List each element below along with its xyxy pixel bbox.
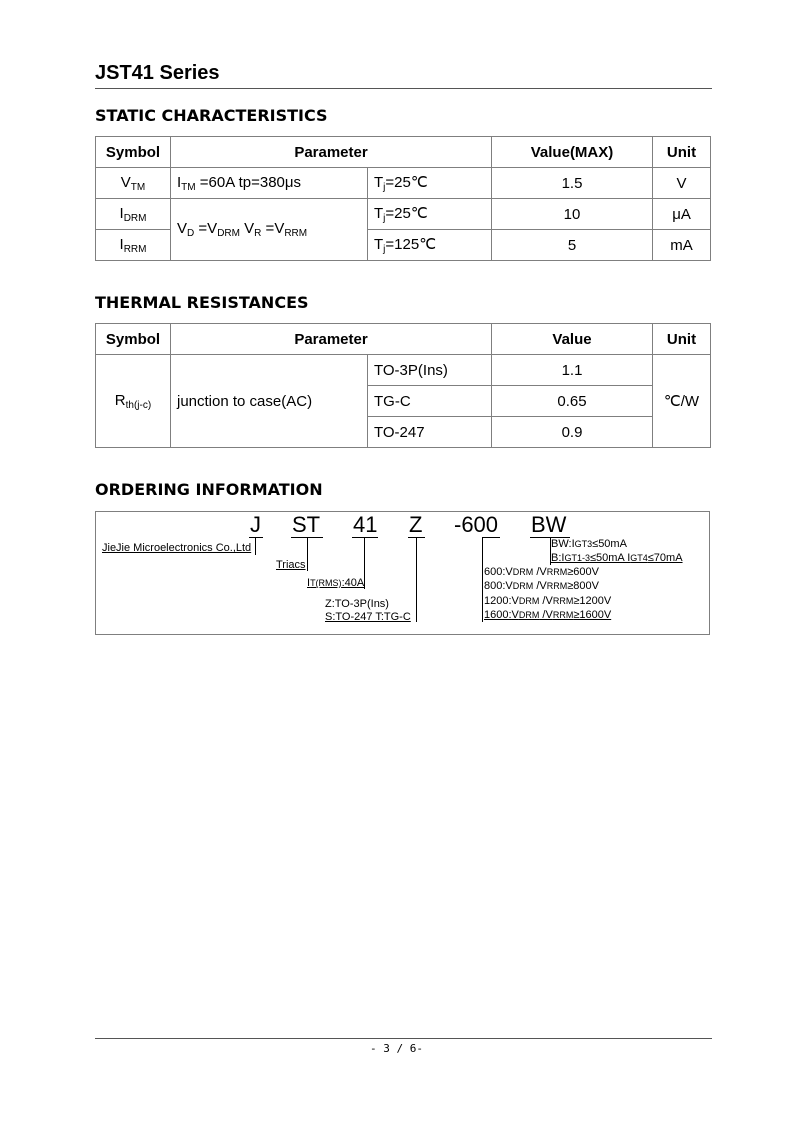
header-unit: Unit bbox=[653, 137, 711, 168]
code-underline bbox=[482, 537, 500, 538]
static-section-heading: STATIC CHARACTERISTICS bbox=[95, 106, 328, 125]
voltage-1600-label: 1600:VDRM /VRRM≥1600V bbox=[484, 609, 612, 621]
code-underline bbox=[249, 537, 263, 538]
connector-line bbox=[307, 537, 308, 571]
parameter-cell: junction to case(AC) bbox=[171, 355, 368, 448]
header-symbol: Symbol bbox=[96, 324, 171, 355]
value-cell: 0.9 bbox=[492, 417, 653, 448]
temperature-cell: $T_j=125℃$ bbox=[368, 230, 492, 261]
symbol-cell: $I_{DRM}$ bbox=[96, 199, 171, 230]
package-cell: TG-C bbox=[368, 386, 492, 417]
title-rule bbox=[95, 88, 712, 89]
code-j: J bbox=[250, 512, 261, 537]
connector-line bbox=[255, 537, 256, 555]
code-st: ST bbox=[292, 512, 321, 537]
code-underline bbox=[352, 537, 378, 538]
table-row bbox=[96, 355, 711, 386]
unit-cell: V bbox=[653, 168, 711, 199]
value-cell: 1.5 bbox=[492, 168, 653, 199]
unit-cell: μA bbox=[653, 199, 711, 230]
package-st-label: S:TO-247 T:TG-C bbox=[325, 611, 411, 623]
bw-grade-label: BW:IGT3≤50mA bbox=[551, 538, 627, 550]
value-cell: 5 bbox=[492, 230, 653, 261]
package-z-label: Z:TO-3P(Ins) bbox=[325, 598, 389, 610]
package-cell: TO-247 bbox=[368, 417, 492, 448]
condition-cell: $I_{TM} =60A$ tp=380μs bbox=[171, 168, 368, 199]
code-600: -600 bbox=[454, 512, 499, 537]
static-characteristics-table bbox=[95, 136, 711, 261]
connector-line bbox=[482, 537, 483, 622]
unit-cell: ℃/W bbox=[653, 355, 711, 448]
current-label: IT(RMS):40A bbox=[307, 577, 365, 589]
voltage-1200-label: 1200:VDRM /VRRM≥1200V bbox=[484, 595, 612, 607]
code-z: Z bbox=[409, 512, 423, 537]
table-header-row bbox=[96, 324, 711, 355]
header-value: Value bbox=[492, 324, 653, 355]
temperature-cell: $T_j=25℃$ bbox=[368, 199, 492, 230]
symbol-cell: $V_{TM}$ bbox=[96, 168, 171, 199]
code-bw: BW bbox=[531, 512, 567, 537]
code-41: 41 bbox=[353, 512, 378, 537]
header-symbol: Symbol bbox=[96, 137, 171, 168]
temperature-cell: $T_j=25℃$ bbox=[368, 168, 492, 199]
header-value: Value(MAX) bbox=[492, 137, 653, 168]
header-unit: Unit bbox=[653, 324, 711, 355]
company-label: JieJie Microelectronics Co.,Ltd bbox=[102, 542, 252, 554]
header-parameter: Parameter bbox=[171, 324, 492, 355]
footer-rule bbox=[95, 1038, 712, 1039]
unit-cell: mA bbox=[653, 230, 711, 261]
header-parameter: Parameter bbox=[171, 137, 492, 168]
thermal-resistances-table bbox=[95, 323, 711, 448]
shared-condition-cell: $V_D =V_{DRM}$ $V_R =V_{RRM}$ bbox=[171, 199, 368, 261]
connector-line bbox=[416, 537, 417, 622]
page-number: - 3 / 6- bbox=[370, 1042, 423, 1055]
symbol-cell: $R_{th(j-c)}$ bbox=[96, 355, 171, 448]
value-cell: 1.1 bbox=[492, 355, 653, 386]
document-title: JST41 Series bbox=[95, 62, 220, 84]
b-grade-label: B:IGT1-3≤50mA IGT4≤70mA bbox=[551, 552, 683, 564]
table-row bbox=[96, 168, 711, 199]
ordering-section-heading: ORDERING INFORMATION bbox=[95, 480, 323, 499]
table-row bbox=[96, 199, 711, 230]
value-cell: 10 bbox=[492, 199, 653, 230]
package-cell: TO-3P(Ins) bbox=[368, 355, 492, 386]
table-header-row bbox=[96, 137, 711, 168]
value-cell: 0.65 bbox=[492, 386, 653, 417]
symbol-cell: $I_{RRM}$ bbox=[96, 230, 171, 261]
voltage-600-label: 600:VDRM /VRRM≥600V bbox=[484, 566, 599, 578]
voltage-800-label: 800:VDRM /VRRM≥800V bbox=[484, 580, 599, 592]
triacs-label: Triacs bbox=[276, 559, 306, 571]
thermal-section-heading: THERMAL RESISTANCES bbox=[95, 293, 309, 312]
